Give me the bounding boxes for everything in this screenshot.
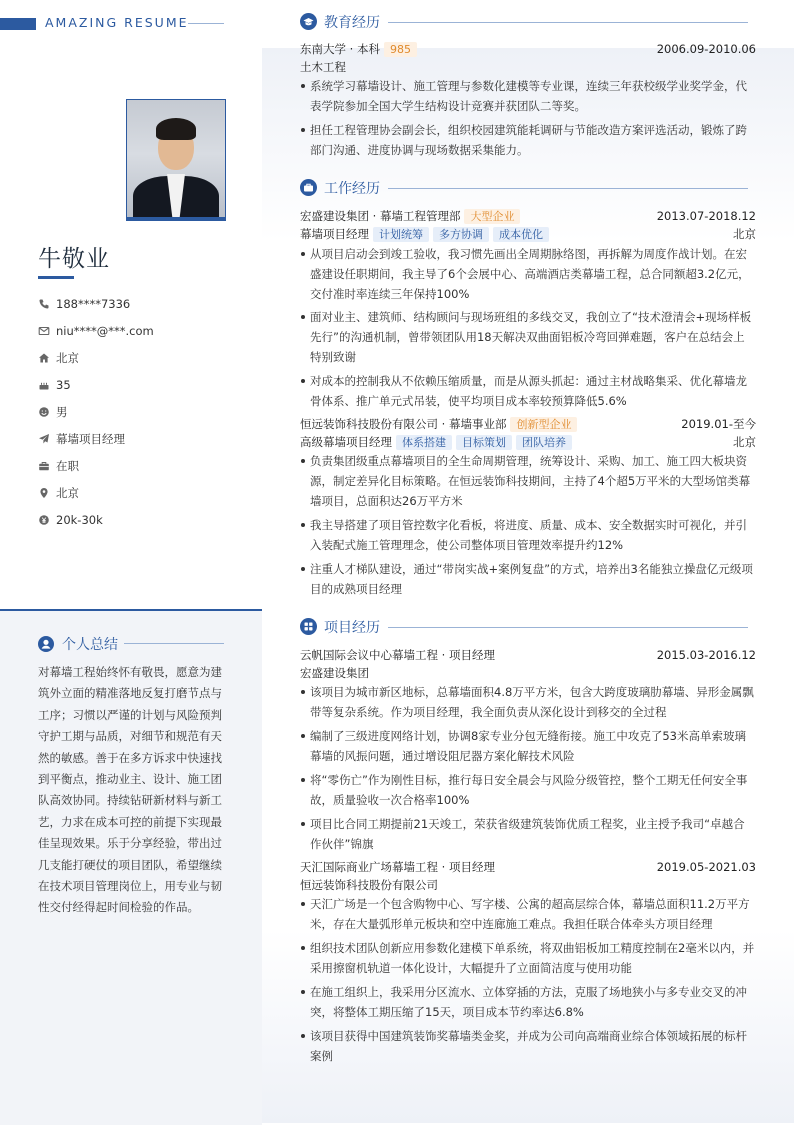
bullet-dot xyxy=(301,690,305,694)
skill-tag: 体系搭建 xyxy=(396,435,452,450)
summary-title: 个人总结 xyxy=(62,637,118,653)
list-item xyxy=(300,726,756,766)
bullet-dot xyxy=(301,946,305,950)
contact-item xyxy=(38,404,68,420)
school-tag: 985 xyxy=(384,42,417,57)
briefcase-icon xyxy=(38,460,50,472)
list-item xyxy=(300,307,756,367)
bullet-dot xyxy=(301,379,305,383)
education-header-row xyxy=(300,40,756,58)
job-role: 高级幕墙项目经理 xyxy=(300,435,392,449)
summary-text: 对幕墙工程始终怀有敬畏，愿意为建筑外立面的精准落地反复打磨节点与工序；习惯以严谨的计划与风险预判守护工期与品质，对细节和规范有天然的敏感。善于在多方诉求中快速找到平衡点，推动业主、设计、施工团队高效协同。持续钻研新材料与新工艺，力求在成本可控的前提下实现最佳呈现效果。乐于分享经验，带出过几支能打硬仗的项目团队，希望继续在技术项目管理岗位上，用专业与韧性交付经得起时间检验的作品。 xyxy=(38,665,222,915)
list-item xyxy=(300,244,756,304)
list-item xyxy=(300,559,756,599)
company-tag: 大型企业 xyxy=(464,209,520,224)
list-item xyxy=(300,982,756,1022)
work-divider xyxy=(388,188,748,189)
list-item xyxy=(300,682,756,722)
company-name: 宏盛建设集团 · 幕墙工程管理部 xyxy=(300,209,461,223)
bullet-dot xyxy=(301,902,305,906)
list-item-text: 项目比合同工期提前21天竣工，荣获省级建筑装饰优质工程奖，业主授予我司“卓越合作伙伴”锦旗 xyxy=(310,817,745,851)
bullet-dot xyxy=(301,128,305,132)
contact-item xyxy=(38,431,125,447)
bullet-dot xyxy=(301,778,305,782)
job-header-row xyxy=(300,207,756,225)
list-item-text: 将“零伤亡”作为刚性目标，推行每日安全晨会与风险分级管控，整个工期无任何安全事故，质量验收一次合格率100% xyxy=(310,773,748,807)
home-icon xyxy=(38,352,50,364)
contact-item-text: 188****7336 xyxy=(56,297,131,311)
brand-bar xyxy=(0,18,36,30)
list-item-text: 从项目启动会到竣工验收，我习惯先画出全周期脉络图，再拆解为周度作战计划。在宏盛建设任职期间，我主导了6个会展中心、高端酒店类幕墙工程，总合同额超3.2亿元，交付准时率连续三年保持100% xyxy=(310,247,750,301)
job-header-row xyxy=(300,415,756,433)
project-name: 云帆国际会议中心幕墙工程 · 项目经理 xyxy=(300,648,495,662)
project-org-row xyxy=(300,664,756,682)
user-icon xyxy=(38,636,54,652)
project-org: 恒远装饰科技股份有限公司 xyxy=(300,878,438,892)
list-item-text: 编制了三级进度网络计划，协调8家专业分包无缝衔接。施工中攻克了53米高单索玻璃幕墙的风振问题，通过增设阻尼器方案化解技术风险 xyxy=(310,729,746,763)
projects-heading xyxy=(300,617,756,637)
project-org-row xyxy=(300,876,756,894)
brand-divider xyxy=(188,23,224,24)
skill-tag: 多方协调 xyxy=(433,227,489,242)
company-tag: 创新型企业 xyxy=(510,417,577,432)
major: 土木工程 xyxy=(300,60,346,74)
education-major-row xyxy=(300,58,756,76)
projects-title: 项目经历 xyxy=(324,620,380,636)
bullet-dot xyxy=(301,252,305,256)
list-item xyxy=(300,938,756,978)
list-item xyxy=(300,515,756,555)
list-item-text: 我主导搭建了项目管控数字化看板，将进度、质量、成本、安全数据实时可视化，并引入装配式施工管理理念，使公司整体项目管理效率提升约12% xyxy=(310,518,747,552)
list-item-text: 在施工组织上，我采用分区流水、立体穿插的方法，克服了场地狭小与多专业交叉的冲突，将整体工期压缩了15天，项目成本节约率达6.8% xyxy=(310,985,747,1019)
contact-item xyxy=(38,323,154,339)
bullet-dot xyxy=(301,734,305,738)
contact-item-text: 男 xyxy=(56,405,68,419)
bullet-dot xyxy=(301,523,305,527)
skill-tag: 团队培养 xyxy=(516,435,572,450)
contact-item xyxy=(38,350,79,366)
send-icon xyxy=(38,433,50,445)
list-item-text: 担任工程管理协会副会长，组织校园建筑能耗调研与节能改造方案评选活动，锻炼了跨部门沟通、进度协调与现场数据采集能力。 xyxy=(310,123,747,157)
job-role-row xyxy=(300,433,756,451)
skill-tag: 目标策划 xyxy=(456,435,512,450)
mail-icon xyxy=(38,325,50,337)
list-item-text: 负责集团级重点幕墙项目的全生命周期管理，统筹设计、采购、加工、施工四大板块资源，制定差异化目标策略。在恒远装饰科技期间，主持了4个超5万平米的大型场馆类幕墙项目，总面积达26万平方米 xyxy=(310,454,751,508)
job-role: 幕墙项目经理 xyxy=(300,227,369,241)
education-heading xyxy=(300,12,756,32)
list-item xyxy=(300,371,756,411)
contact-item xyxy=(38,512,103,528)
list-item-text: 组织技术团队创新应用参数化建模下单系统，将双曲铝板加工精度控制在2毫米以内，并采用擦窗机轨道一体化设计，大幅提升了立面简洁度与使用功能 xyxy=(310,941,755,975)
bullet-dot xyxy=(301,459,305,463)
skill-tag: 成本优化 xyxy=(493,227,549,242)
contact-item-text: niu****@***.com xyxy=(56,324,154,338)
job-date: 2013.07-2018.12 xyxy=(656,209,756,223)
contact-item xyxy=(38,296,130,312)
bullet-dot xyxy=(301,84,305,88)
contact-item-text: 北京 xyxy=(56,486,79,500)
list-item-text: 注重人才梯队建设，通过“带岗实战+案例复盘”的方式，培养出3名能独立操盘亿元级项目的成熟项目经理 xyxy=(310,562,753,596)
money-icon xyxy=(38,514,50,526)
education-divider xyxy=(388,22,748,23)
project-date: 2015.03-2016.12 xyxy=(656,648,756,662)
graduation-cap-icon xyxy=(300,13,317,30)
list-item xyxy=(300,814,756,854)
skill-tag: 计划统筹 xyxy=(373,227,429,242)
brand-title: AMAZING RESUME xyxy=(45,15,189,30)
contact-item-text: 20k-30k xyxy=(56,513,103,527)
projects-divider xyxy=(388,627,748,628)
list-item xyxy=(300,120,756,160)
list-item xyxy=(300,1026,756,1066)
contact-item xyxy=(38,377,71,393)
job-date: 2019.01-至今 xyxy=(681,417,756,431)
job-city: 北京 xyxy=(733,227,756,241)
bullet-dot xyxy=(301,1034,305,1038)
contact-item-text: 北京 xyxy=(56,351,79,365)
bullet-dot xyxy=(301,990,305,994)
project-org: 宏盛建设集团 xyxy=(300,666,369,680)
project-header-row xyxy=(300,646,756,664)
bullet-dot xyxy=(301,567,305,571)
smile-icon xyxy=(38,406,50,418)
project-date: 2019.05-2021.03 xyxy=(656,860,756,874)
cake-icon xyxy=(38,379,50,391)
school-name: 东南大学 · 本科 xyxy=(300,42,380,56)
job-role-row xyxy=(300,225,756,243)
list-item xyxy=(300,451,756,511)
education-title: 教育经历 xyxy=(324,15,380,31)
list-item-text: 天汇广场是一个包含购物中心、写字楼、公寓的超高层综合体，幕墙总面积11.2万平方米，存在大量弧形单元板块和空中连廊施工难点。我担任联合体牵头方项目经理 xyxy=(310,897,750,931)
work-title: 工作经历 xyxy=(324,181,380,197)
grid-icon xyxy=(300,618,317,635)
work-heading xyxy=(300,178,756,198)
phone-icon xyxy=(38,298,50,310)
contact-item-text: 35 xyxy=(56,378,71,392)
summary-divider xyxy=(124,643,224,644)
profile-name: 牛敬业 xyxy=(38,246,110,272)
list-item-text: 对成本的控制我从不依赖压缩质量，而是从源头抓起：通过主材战略集采、优化幕墙龙骨体系、推广单元式吊装，使平均项目成本率较预算降低5.6% xyxy=(310,374,747,408)
list-item-text: 系统学习幕墙设计、施工管理与参数化建模等专业课，连续三年获校级学业奖学金，代表学院参加全国大学生结构设计竞赛并获团队二等奖。 xyxy=(310,79,747,113)
contact-item-text: 在职 xyxy=(56,459,79,473)
contact-item xyxy=(38,458,79,474)
location-icon xyxy=(38,487,50,499)
name-underline xyxy=(38,276,74,279)
project-header-row xyxy=(300,858,756,876)
company-name: 恒远装饰科技股份有限公司 · 幕墙事业部 xyxy=(300,417,507,431)
project-name: 天汇国际商业广场幕墙工程 · 项目经理 xyxy=(300,860,495,874)
bullet-dot xyxy=(301,315,305,319)
list-item-text: 该项目获得中国建筑装饰奖幕墙类金奖，并成为公司向高端商业综合体领域拓展的标杆案例 xyxy=(310,1029,747,1063)
contact-item xyxy=(38,485,79,501)
list-item-text: 该项目为城市新区地标，总幕墙面积4.8万平方米，包含大跨度玻璃肋幕墙、异形金属飘带等复杂系统。作为项目经理，我全面负责从深化设计到移交的全过程 xyxy=(310,685,754,719)
education-date: 2006.09-2010.06 xyxy=(656,42,756,56)
briefcase-icon xyxy=(300,179,317,196)
bullet-dot xyxy=(301,822,305,826)
profile-photo xyxy=(126,99,226,221)
list-item xyxy=(300,76,756,116)
list-item xyxy=(300,894,756,934)
list-item xyxy=(300,770,756,810)
job-city: 北京 xyxy=(733,435,756,449)
list-item-text: 面对业主、建筑师、结构顾问与现场班组的多线交叉，我创立了“技术澄清会+现场样板先行”的沟通机制，曾带领团队用18天解决双曲面铝板冷弯回弹难题，客户在总结会上特别致谢 xyxy=(310,310,752,364)
contact-item-text: 幕墙项目经理 xyxy=(56,432,125,446)
